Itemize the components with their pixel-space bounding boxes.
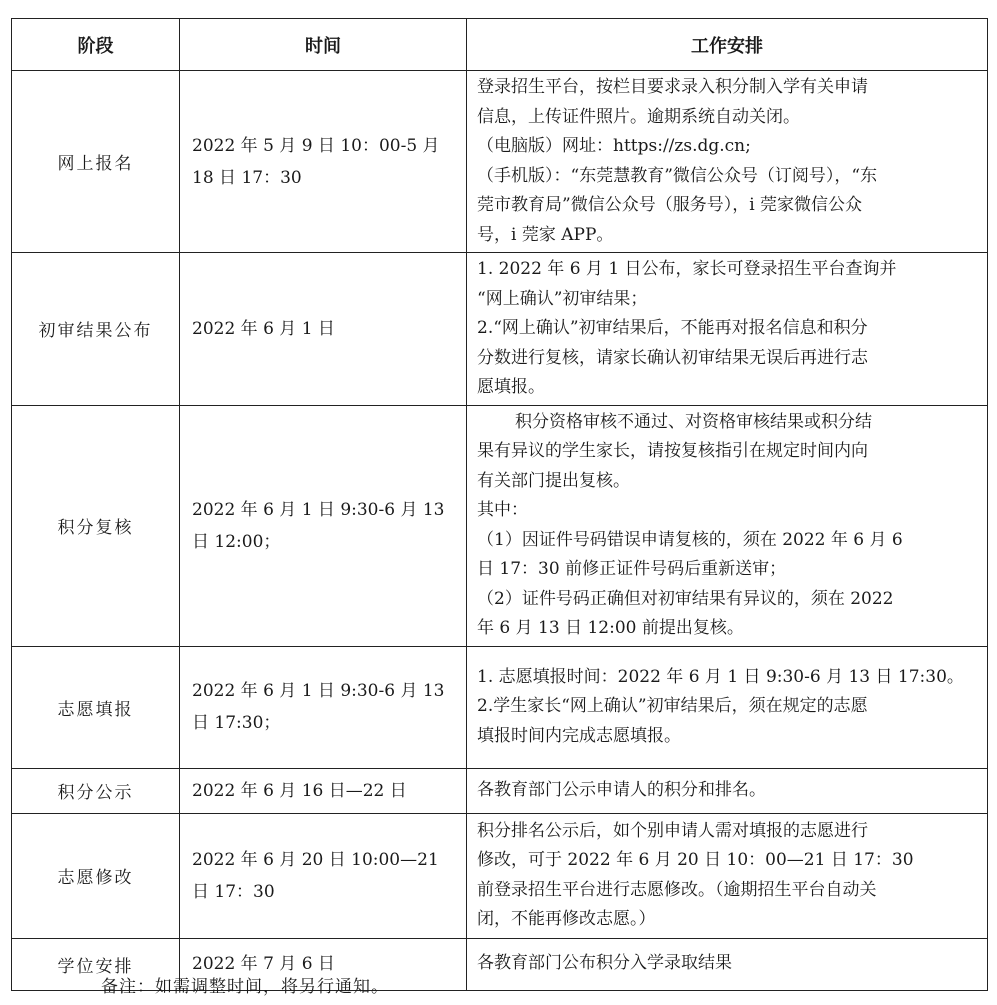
text-line: 信息，上传证件照片。逾期系统自动关闭。 [477,106,800,127]
text-line: 积分资格审核不通过、对资格审核结果或积分结 [515,411,872,432]
header-row [12,19,988,71]
table-row [12,768,988,813]
text-line: 2.“网上确认”初审结果后，不能再对报名信息和积分 [477,318,868,338]
time-cell [180,71,467,253]
text-line: 1. 志愿填报时间：2022 年 6 月 1 日 9:30-6 月 13 日 17:30。 [477,666,964,687]
text-line: 各教育部门公示申请人的积分和排名。 [477,779,766,800]
text-line: 2022 年 5 月 9 日 10：00-5 月 [192,135,440,156]
work-cell [467,646,988,768]
text-line: 日 17：30 前修正证件号码后重新送审； [477,559,787,579]
text-line: 号，i 莞家 APP。 [477,224,614,245]
table-row [12,646,988,768]
text-line: （2）证件号码正确但对初审结果有异议的，须在 2022 [477,588,894,609]
text-line: “网上确认”初审结果； [477,288,648,309]
time-cell [180,813,467,938]
text-line: 有关部门提出复核。 [477,470,630,491]
header-work: 工作安排 [467,19,988,71]
time-cell [180,768,467,813]
stage-cell: 初审结果公布 [12,253,180,406]
stage-cell: 志愿填报 [12,646,180,768]
text-line: 2022 年 6 月 1 日 [192,318,335,339]
work-cell [467,253,988,406]
text-line: 莞市教育局”微信公众号（服务号），i 莞家微信公众 [477,195,863,215]
stage-cell: 学位安排 [12,938,180,990]
header-time: 时间 [180,19,467,71]
stage-cell: 积分公示 [12,768,180,813]
text-line: 前登录招生平台进行志愿修改。（逾期招生平台自动关 [477,879,877,900]
text-line: 2022 年 6 月 16 日—22 日 [192,780,407,801]
text-line: 日 17:30； [192,713,281,733]
text-line: 日 17：30 [192,881,275,902]
work-cell [467,938,988,990]
text-line: 各教育部门公布积分入学录取结果 [477,953,732,974]
work-cell [467,405,988,646]
text-line: 18 日 17：30 [192,167,302,188]
table-row [12,71,988,253]
text-line: 日 12:00； [192,531,281,552]
work-cell [467,768,988,813]
schedule-table [11,18,988,991]
text-line: 2022 年 7 月 6 日 [192,954,335,974]
text-line: （手机版）：“东莞慧教育”微信公众号（订阅号），“东 [477,165,878,186]
text-line: 2.学生家长“网上确认”初审结果后，须在规定的志愿 [477,696,868,717]
text-line: 修改，可于 2022 年 6 月 20 日 10：00—21 日 17：30 [477,850,914,870]
text-line: （1）因证件号码错误申请复核的，须在 2022 年 6 月 6 [477,529,903,550]
table-row [12,405,988,646]
footnote: 备注：如需调整时间，将另行通知。 [101,977,389,997]
text-line: （电脑版）网址：https://zs.dg.cn; [477,136,751,156]
text-line: 积分排名公示后，如个别申请人需对填报的志愿进行 [477,820,868,841]
table-row [12,253,988,406]
text-line: 1. 2022 年 6 月 1 日公布，家长可登录招生平台查询并 [477,259,897,279]
text-line: 闭，不能再修改志愿。） [477,909,656,929]
text-line: 愿填报。 [477,377,545,397]
time-cell [180,405,467,646]
text-line: 2022 年 6 月 1 日 9:30-6 月 13 [192,499,445,520]
stage-cell: 志愿修改 [12,813,180,938]
time-cell [180,253,467,406]
stage-cell: 网上报名 [12,71,180,253]
header-stage: 阶段 [12,19,180,71]
text-line: 果有异议的学生家长，请按复核指引在规定时间内向 [477,441,868,461]
text-line: 登录招生平台，按栏目要求录入积分制入学有关申请 [477,77,868,97]
stage-cell: 积分复核 [12,405,180,646]
text-line: 年 6 月 13 日 12:00 前提出复核。 [477,618,744,638]
text-line: 填报时间内完成志愿填报。 [477,725,681,746]
work-cell [467,71,988,253]
table-row [12,813,988,938]
text-line: 2022 年 6 月 1 日 9:30-6 月 13 [192,681,445,701]
time-cell [180,646,467,768]
work-cell [467,813,988,938]
text-line: 其中： [477,500,528,520]
text-line: 2022 年 6 月 20 日 10:00—21 [192,849,439,870]
text-line: 分数进行复核，请家长确认初审结果无误后再进行志 [477,347,868,368]
